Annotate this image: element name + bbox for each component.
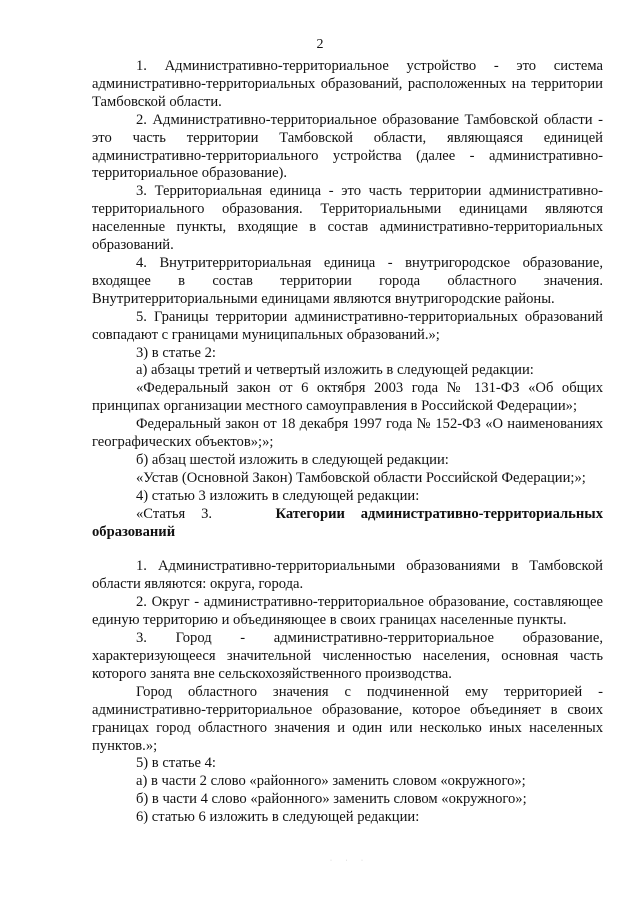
paragraph: 6) статью 6 изложить в следующей редакции: (136, 809, 420, 826)
scan-noise: · · · (330, 858, 369, 864)
page-number: 2 (316, 37, 324, 52)
paragraph: 3. Территориальная единица - это часть территории административно-территориального образования. Территориальными единицами являются населенные пункты, входящие в состав административно-территориальных образований. (92, 183, 603, 254)
paragraph: 2. Округ - административно-территориальное образование, составляющее единую территорию и объединяющее в своих границах населенные пункты. (92, 594, 603, 629)
paragraph: 2. Административно-территориальное образование Тамбовской области - это часть территории Тамбовской области, являющаяся единицей административно-территориального устройства (далее - административно-территориальное образование). (92, 111, 603, 182)
paragraph: 1. Административно-территориальными образованиями в Тамбовской области являются: округа, города. (92, 558, 603, 593)
paragraph: Город областного значения с подчиненной ему территорией - административно-территориальное образование, которое объединяет в своих границах город областного значения и один или несколько иных населенных пунктов.»; (92, 683, 603, 754)
paragraph: «Федеральный закон от 6 октября 2003 года № 131-ФЗ «Об общих принципах организации местного самоуправления в Российской Федерации»; (92, 380, 603, 415)
paragraph: «Устав (Основной Закон) Тамбовской области Российской Федерации;»; (136, 469, 586, 486)
paragraph: б) в части 4 слово «районного» заменить словом «окружного»; (136, 791, 527, 808)
paragraph: Федеральный закон от 18 декабря 1997 года № 152-ФЗ «О наименованиях географических объектов»;»; (92, 416, 603, 451)
paragraph: а) в части 2 слово «районного» заменить словом «окружного»; (136, 773, 526, 790)
paragraph: 4. Внутритерриториальная единица - внутригородское образование, входящее в состав территории города областного значения. Внутритерриториальными единицами являются внутригородские районы. (92, 254, 603, 307)
paragraph: 3) в статье 2: (136, 344, 216, 361)
paragraph: а) абзацы третий и четвертый изложить в следующей редакции: (136, 362, 534, 379)
article-heading (92, 506, 603, 542)
paragraph: 3. Город - административно-территориальное образование, характеризующееся значительной численностью населения, основная часть которого занята вне сельскохозяйственного производства. (92, 630, 603, 682)
article-label: «Статья 3. (136, 505, 213, 522)
paragraph: 5) в статье 4: (136, 755, 216, 772)
document-body (92, 58, 603, 827)
paragraph: б) абзац шестой изложить в следующей редакции: (136, 451, 449, 468)
article-title: Категории административно-территориальных образований (92, 505, 603, 540)
paragraph: 4) статью 3 изложить в следующей редакции: (136, 487, 420, 504)
paragraph: 5. Границы территории административно-территориальных образований совпадают с границами муниципальных образований.»; (92, 308, 603, 343)
paragraph: 1. Административно-территориальное устройство - это система административно-территориальных образований, расположенных на территории Тамбовской области. (92, 58, 603, 110)
